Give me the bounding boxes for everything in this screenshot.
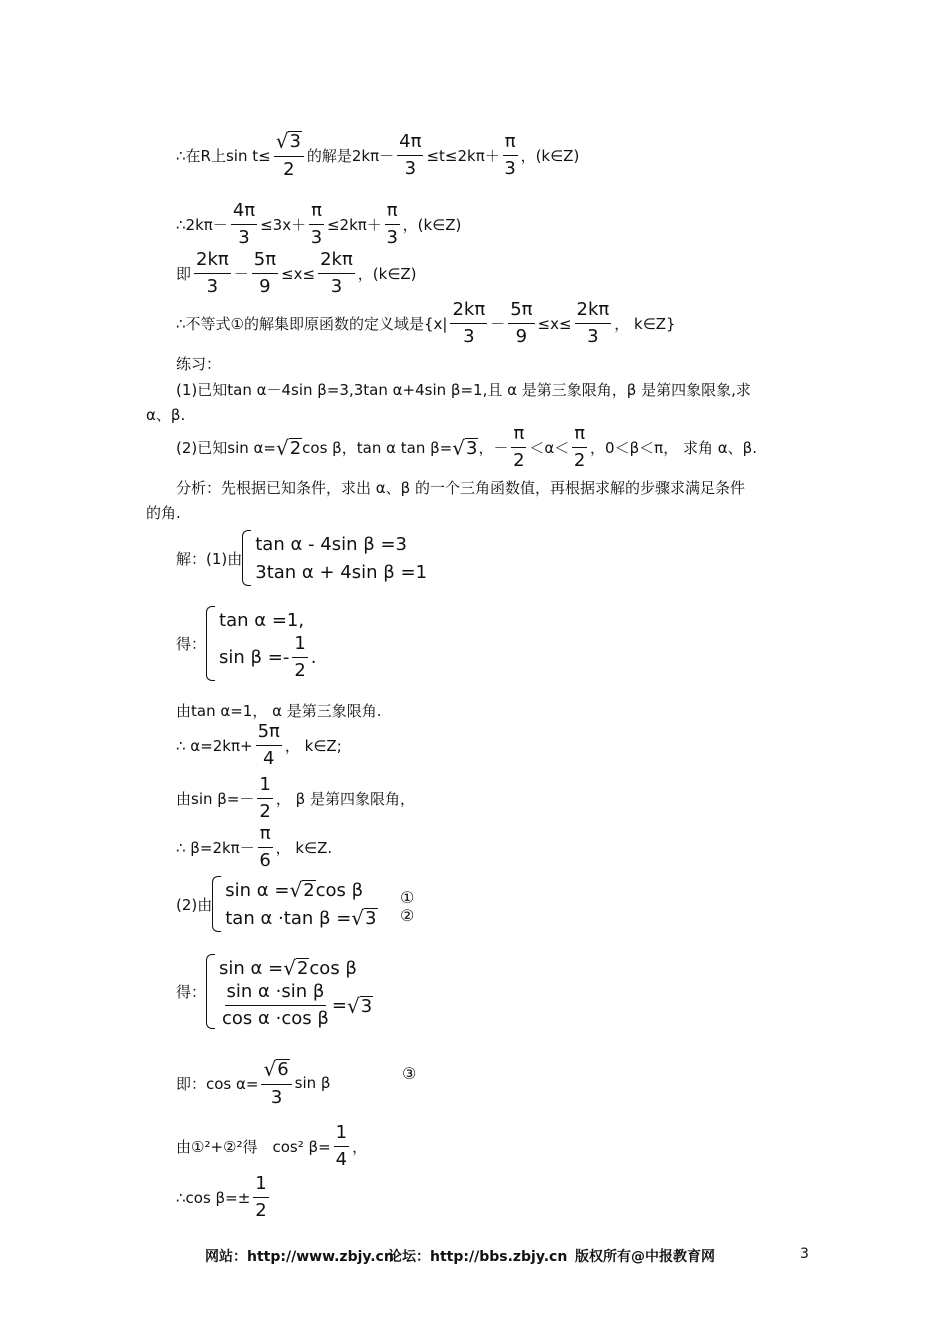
footer-copyright: 版权所有@中报教育网 — [575, 1249, 715, 1265]
analysis-a: 分析：先根据已知条件，求出 α、β 的一个三角函数值，再根据求解的步骤求满足条件 — [176, 479, 746, 497]
equation-system: sin α = √ 2 cos β $\frac{\text{sin α ·sin β}}{\text{cos α ·cos β}}$ = √ 3 — [206, 954, 373, 1029]
analysis-b: 的角. — [146, 504, 181, 522]
line-2: ∴2kπ－ $\frac{4\pi}{3}$ ≤3x＋ $\frac{\pi}{3}$ ≤2kπ＋ $\frac{\pi}{3}$ ，(k∈Z) — [176, 200, 462, 248]
equation-system: sin α = √ 2 cos β tan α ·tan β = √ 3 — [212, 876, 377, 932]
result-1: 得： tan α =1, sin β =- $\frac{1}{2}$ . — [176, 606, 317, 681]
line-4: ∴不等式①的解集即原函数的定义域是{x| $\frac{2k\pi}{3}$ － $\frac{5\pi}{9}$ ≤x≤ $\frac{2k\pi}{3}$ ， k∈Z} — [176, 299, 676, 347]
step-3: 由sin β=－ $\frac{1}{2}$ ， β 是第四象限角， — [176, 774, 415, 822]
step-1: 由tan α=1， α 是第三象限角. — [176, 702, 382, 720]
line-3: 即 $\frac{2k\pi}{3}$ － $\frac{5\pi}{9}$ ≤x≤ $\frac{2k\pi}{3}$ ，(k∈Z) — [176, 249, 417, 297]
step-2: ∴ α=2kπ+ $\frac{5\pi}{4}$ ， k∈Z; — [176, 721, 342, 769]
step-6: 由①²+②²得 cos² β= $\frac{1}{4}$ ， — [176, 1122, 368, 1170]
practice-2: (2)已知sin α= √ 2 cos β，tan α tan β= √ 3 ，－ $\frac{\pi}{2}$ ＜α＜ $\frac{\pi}{2}$ ，0＜β＜π， 求角 α、β. — [176, 423, 757, 471]
fraction: √ 3 2 — [274, 130, 304, 180]
equation-system: tan α =1, sin β =- $\frac{1}{2}$ . — [206, 606, 316, 681]
practice-1a: (1)已知tan α－4sin β=3,3tan α+4sin β=1,且 α 是第三象限角，β 是第四象限象,求 — [176, 381, 751, 399]
footer-forum: 论坛：http://bbs.zbjy.cn — [388, 1249, 568, 1265]
result-2: 得： sin α = √ 2 cos β $\frac{\text{sin α ·sin β}}{\text{cos α ·cos β}}$ = √ 3 — [176, 956, 373, 1029]
line-1: ∴在R上sin t≤ √ 3 2 的解是2kπ－ $\frac{4\pi}{3}$ ≤t≤2kπ＋ $\frac{\pi}{3}$ ，(k∈Z) — [176, 129, 580, 180]
solution-1: 解：(1)由 tan α - 4sin β =3 3tan α + 4sin β =1 — [176, 530, 427, 586]
marker-2: ② — [400, 906, 415, 925]
solution-2: (2)由 sin α = √ 2 cos β tan α ·tan β = √ 3 — [176, 878, 377, 930]
practice-1b: α、β. — [146, 406, 186, 424]
step-4: ∴ β=2kπ－ $\frac{\pi}{6}$ ， k∈Z. — [176, 823, 333, 871]
marker-1: ① — [400, 888, 415, 907]
page-number: 3 — [800, 1246, 809, 1262]
marker-3: ③ — [402, 1064, 417, 1083]
practice-title: 练习： — [176, 355, 222, 373]
footer-site: 网站：http://www.zbjy.cn — [205, 1249, 394, 1265]
step-7: ∴cos β=± $\frac{1}{2}$ — [176, 1173, 267, 1221]
step-5: 即：cos α= √ 6 3 sin β — [176, 1057, 331, 1108]
equation-system: tan α - 4sin β =3 3tan α + 4sin β =1 — [242, 530, 427, 586]
